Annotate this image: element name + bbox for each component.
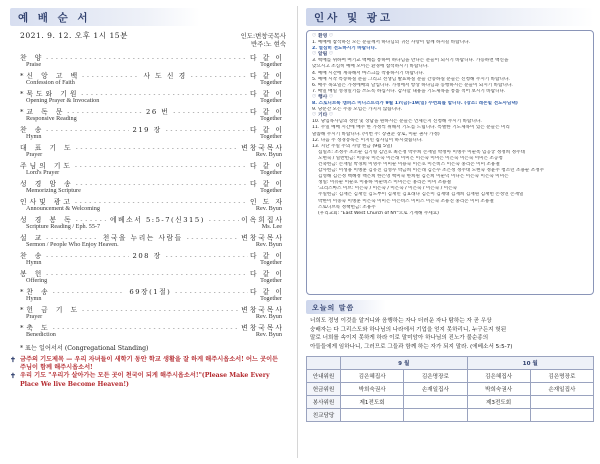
notice-item: 맞으시고 조심히 예배 모이는 환경에 참석하시기 바랍니다. <box>312 64 429 70</box>
notice-item: 7. 매일 매일 성경일기를 쓰도록 하십시다. 감사할 내용을 기도제목을 통틀 적어 보시기 바랍니다. <box>312 88 506 94</box>
worship-item-english <box>20 223 284 232</box>
offering-line: 감사헌금: 이성용 이병훈 김유진 김성수 박금희 이은래 김은수 조은정 정주대 노현숙 정윤주 청소년 조용순 조정주 <box>318 168 545 174</box>
month-september: 9 월 <box>341 357 468 370</box>
worship-item-leader: 다 같 이 <box>249 252 284 260</box>
dotted-leader <box>46 254 128 260</box>
worship-order-page <box>0 0 294 464</box>
offering-line: 주일헌금: 김재은 김재인 김도부이 김재민 김효래나 김은이 김재대 김재희 김재원 김재헌 손성연 손재일 <box>318 192 524 198</box>
duty-cell <box>467 409 530 422</box>
worship-item-main <box>20 70 284 79</box>
dotted-leader <box>46 56 248 62</box>
notice-heading-info: ♡ 알림 ♡ <box>312 52 334 58</box>
worship-item-detail: 사 도 신 경 <box>143 72 187 80</box>
worship-item-main <box>20 268 284 277</box>
worship-item-english-leader: Together <box>260 79 282 86</box>
verse-line: 말로 너희를 속이지 못하게 하라 이로 말미암아 하나님의 진노가 불순종의 <box>310 335 489 342</box>
worship-item-title: 성 경 암 송 <box>20 180 74 188</box>
worship-item-main <box>20 178 284 187</box>
notice-group-welcome <box>312 40 589 52</box>
worship-item-english-title: Memorizing Scripture <box>26 187 81 194</box>
worship-item <box>10 52 286 70</box>
announcements-banner: 인사 및 광고 <box>306 8 594 26</box>
worship-item-detail: 69장(1절) <box>129 288 172 296</box>
worship-item-english-leader: Together <box>260 295 282 302</box>
duty-row <box>307 409 594 422</box>
notice-heading-other: ♡ 기타 ♡ <box>312 113 334 119</box>
month-october: 10 월 <box>467 357 594 370</box>
worship-item-english-title: Responsive Reading <box>26 115 77 122</box>
dotted-leader <box>46 128 128 134</box>
verse-line: 너희도 정녕 이것을 알거니와 음행하는 자나 더러운 자나 탐하는 자 곧 우상 <box>310 318 492 324</box>
dotted-leader <box>166 254 248 260</box>
cross-icon: ✝ <box>10 371 16 381</box>
notice-item: 13. 지난 주일 주의 사랑 헌금 (9월 5일) <box>312 143 393 149</box>
worship-item-english-title: Hymn <box>26 133 42 140</box>
notice-group-other <box>312 119 589 149</box>
worship-item-english-title: Praise <box>26 61 42 68</box>
service-info <box>10 32 286 48</box>
worship-item-english-leader: Together <box>260 169 282 176</box>
verse-text <box>306 317 594 351</box>
verse-line: 숭배자는 다 그리스도와 하나님의 나라에서 기업을 얻지 못하리니, 누구든지 헛된 <box>310 326 507 333</box>
worship-item-title: 찬 송 <box>20 252 45 260</box>
worship-item-main <box>20 142 284 151</box>
worship-item-english-title: Lord's Prayer <box>26 169 60 176</box>
duty-cell <box>341 409 404 422</box>
worship-item-english <box>20 79 284 88</box>
worship-item-main <box>20 250 284 259</box>
our-prayer <box>10 372 286 388</box>
worship-item-english-leader: Rev. Byun <box>255 331 282 338</box>
worship-item-english <box>20 295 284 304</box>
worship-item-main <box>20 124 284 133</box>
worship-item-english <box>20 313 284 322</box>
dotted-leader <box>81 92 248 98</box>
notice-item: 3. 백배를 위하여 여기교 백배를 통하여 하나님을 만나는 분들이 되시기 바랍니다. 가능하면 백신을 <box>312 58 509 64</box>
duty-role: 친교담당 <box>307 409 341 422</box>
worship-item-leader: 변창국목사 <box>241 306 284 314</box>
worship-item-main <box>20 322 284 331</box>
offering-line: 김영해 김은정 백혜정 백은희 한은영 백미숙 한희원 김은희 이순덕 이다은 이은숙 이은숙 이미은 <box>318 174 509 180</box>
worship-item <box>10 106 286 124</box>
service-date: 2021. 9. 12. 오후 1시 15분 <box>20 31 128 40</box>
notice-item: 2. 열심히 전도하시기 바랍니다. <box>312 46 377 52</box>
worship-item-leader: 다 같 이 <box>249 288 284 296</box>
worship-item-english <box>20 187 284 196</box>
worship-item-detail: 천국을 누리는 사람들 <box>102 234 183 242</box>
dotted-leader <box>75 200 248 206</box>
worship-item-main <box>20 286 284 295</box>
worship-item-main <box>20 52 284 61</box>
worship-item-detail: 208 장 <box>132 252 162 260</box>
notice-group-info <box>312 58 589 95</box>
worship-item-leader: 이옥희집사 <box>241 216 284 224</box>
worship-item <box>10 160 286 178</box>
worship-item-english <box>20 151 284 160</box>
worship-item <box>10 196 286 214</box>
worship-item <box>10 268 286 286</box>
worship-item-english-title: Hymn <box>26 295 42 302</box>
worship-item-main <box>20 160 284 169</box>
dotted-leader <box>76 182 248 188</box>
worship-item-detail: 26 번 <box>146 108 170 116</box>
duty-cell: 김은명장로 <box>404 370 467 383</box>
worship-item-english <box>20 97 284 106</box>
dotted-leader <box>82 74 139 80</box>
offering-line: 생일: 이유순 이순호 이용하 이순비스 이미은는 홍리온 이미 조용철 <box>318 180 452 186</box>
dotted-leader <box>173 110 248 116</box>
worship-item-title: *교 독 문 <box>20 108 66 116</box>
duty-row <box>307 396 594 409</box>
worship-item-english-leader: Ms. Lee <box>261 223 282 230</box>
dotted-leader <box>191 74 248 80</box>
worship-item-title: *묵도와 기원 <box>20 90 80 98</box>
page-divider <box>297 6 298 458</box>
duty-row <box>307 370 594 383</box>
worship-item-english-leader: Rev. Byun <box>255 241 282 248</box>
worship-item-leader: 다 같 이 <box>249 108 284 116</box>
worship-item-english <box>20 241 284 250</box>
worship-item-title: 대 표 기 도 <box>20 144 74 152</box>
notice-box <box>306 30 594 295</box>
duty-role: 봉사위원 <box>307 396 341 409</box>
worship-item-english-title: Prayer <box>26 313 43 320</box>
worship-item-english-title: Hymn <box>26 259 42 266</box>
dotted-leader <box>53 326 239 332</box>
notice-item: 12. 다음 주 성경봉독은 이지민 집사님이 하시겠습니다. <box>312 137 423 143</box>
worship-item-english-leader: Rev. Byun <box>255 313 282 320</box>
worship-item-main <box>20 106 284 115</box>
worship-item-title: 설 교 <box>20 234 45 242</box>
worship-item <box>10 286 286 304</box>
dotted-leader <box>187 236 239 242</box>
duty-table <box>306 356 594 422</box>
dotted-leader <box>53 290 126 296</box>
worship-item-leader: 변창국목사 <box>241 144 284 152</box>
worship-item <box>10 178 286 196</box>
offering-list <box>312 150 589 211</box>
worship-item-title: 주님의 기도 <box>20 162 73 170</box>
worship-item-english-leader: Together <box>260 61 282 68</box>
worship-item-english <box>20 133 284 142</box>
worship-order-list <box>10 52 286 340</box>
worship-item <box>10 214 286 232</box>
worship-item-detail: 에베소서 5:5-7(신315) <box>110 216 205 224</box>
worship-item <box>10 70 286 88</box>
worship-item-title: 인사및 광고 <box>20 198 73 206</box>
worship-item-title: 찬 송 <box>20 126 45 134</box>
officiant-leader: 인도:변창국목사 <box>240 32 286 40</box>
dotted-leader <box>82 308 239 314</box>
duty-cell: 박희숙권사 <box>341 383 404 396</box>
offering-line: 박한이 이중숙 이병훈 이은숙 이미은 이은비스 이미스 이은숙 조용진 홍리온 이미 조용철 <box>318 198 494 204</box>
worship-item <box>10 322 286 340</box>
worship-item-english-leader: Together <box>260 259 282 266</box>
worship-item-title: 성 경 봉 독 <box>20 216 74 224</box>
worship-item <box>10 232 286 250</box>
worship-item-english-title: Prayer <box>26 151 43 158</box>
duty-cell: 김은혜집사 <box>341 370 404 383</box>
worship-item-detail: 219 장 <box>132 126 162 134</box>
notice-heading-events: ♡ 행사 ♡ <box>312 94 334 100</box>
dotted-leader <box>175 290 248 296</box>
worship-item-english-leader: Together <box>260 133 282 140</box>
officiant-accompanist: 반주:노 현숙 <box>250 40 286 48</box>
worship-item-main <box>20 196 284 205</box>
worship-item-english-leader: Together <box>260 187 282 194</box>
dotted-leader <box>209 218 239 224</box>
dotted-leader <box>166 128 248 134</box>
worship-item-english-leader: Together <box>260 277 282 284</box>
verse-title: 오늘의 말씀 <box>306 300 386 314</box>
worship-item-english-leader: Rev. Byun <box>255 151 282 158</box>
worship-item-leader: 다 같 이 <box>249 162 284 170</box>
duty-role: 안내위원 <box>307 370 341 383</box>
dotted-leader <box>46 272 248 278</box>
worship-item-english-title: Benediction <box>26 331 56 338</box>
duty-cell <box>530 396 593 409</box>
dotted-leader <box>76 146 239 152</box>
worship-item-english-title: Announcement & Welcoming <box>26 205 100 212</box>
duty-role: 헌금위원 <box>307 383 341 396</box>
duty-cell: 김은혜집사 <box>467 370 530 383</box>
worship-item-leader: 다 같 이 <box>249 180 284 188</box>
worship-item-main <box>20 232 284 241</box>
worship-item-english-title: Scripture Reading / Eph. 55-7 <box>26 223 101 230</box>
duty-table-body <box>307 370 594 422</box>
officiant-info <box>241 32 286 48</box>
notice-item: 9. 당분간 모든 주중 모임은 가지지 않습니다. <box>312 107 403 113</box>
cross-icon: ✝ <box>10 355 16 364</box>
notice-item: 10. 당임목사님의 성탄 및 상담을 원하시는 분들은 언제든지 신청해 주시기 바랍니다. <box>312 119 482 125</box>
standing-footnote: * 표는 일어서서 (Congregational Standing) <box>20 345 149 352</box>
worship-item-leader: 다 같 이 <box>249 90 284 98</box>
worship-item-main <box>20 214 284 223</box>
worship-item-english <box>20 205 284 214</box>
worship-item-title: *헌 금 기 도 <box>20 306 81 314</box>
duty-cell: 김은명장로 <box>530 370 593 383</box>
worship-item <box>10 88 286 106</box>
duty-cell: 손재일집사 <box>404 383 467 396</box>
worship-item-leader: 다 같 이 <box>249 270 284 278</box>
duty-cell <box>530 409 593 422</box>
worship-item-main <box>20 88 284 97</box>
dotted-leader <box>75 164 248 170</box>
worship-item <box>10 250 286 268</box>
worship-item-english <box>20 331 284 340</box>
worship-item-leader: 다 같 이 <box>249 126 284 134</box>
worship-item-leader: 인 도 자 <box>249 198 284 206</box>
worship-item-english-leader: Together <box>260 97 282 104</box>
notice-item: 11. 주일 예배 시간에 매주 한 가정씩 위해서 기도를 드립니다. 특별한 기도제목이 있는 분들은 미리 <box>312 125 510 131</box>
duty-cell: 박희숙권사 <box>467 383 530 396</box>
notice-item: 4. 예배 시간에 계속해서 마스크를 착용하시기 바랍니다. <box>312 70 425 76</box>
duty-table-header <box>307 357 594 370</box>
worship-item-english-leader: Rev. Byun <box>255 205 282 212</box>
announcements-page <box>302 0 600 464</box>
notice-item: 말씀해 주시기 바랍니다. (이번 주: 장권준 장로, 이순 권사 가정) <box>312 131 440 137</box>
duty-row <box>307 383 594 396</box>
worship-item-english-leader: Together <box>260 115 282 122</box>
worship-item-english <box>20 277 284 286</box>
worship-item <box>10 124 286 142</box>
dotted-leader <box>67 110 142 116</box>
notice-item: 1. 예배에 참석하신 모든 분들께서 하나님의 귀신 사랑이 함께 하시길 바랍니다. <box>312 40 471 46</box>
worship-order-banner: 예 배 순 서 <box>10 8 200 26</box>
offering-line: 노현숙 / 일반헌금: 이중숙 이은숙 이은래 이미은 이은숙 이미은 이은숙 이은숙 이미은 조공청 <box>318 155 503 161</box>
worship-item-english <box>20 169 284 178</box>
duty-cell <box>404 396 467 409</box>
worship-item-leader: 다 같 이 <box>249 72 284 80</box>
offering-line: 십일조: 조정주 조소순 김기형 김인호 최은정 박주희 손재일 박정아 이병주 이순옥 임공궁 정정희 정주대 <box>318 149 525 155</box>
notice-item: 8. 스토니브룩 캠퍼스 미니스트리가 9월 17(금)-19(일) 수련회를 합니다. (장소: 레몬힐 전도사님댁) <box>312 101 518 107</box>
worship-item-english-title: Sermon / People Who Enjoy Heaven. <box>26 241 119 248</box>
worship-item-english-title: Opening Prayer & Invocation <box>26 97 100 104</box>
worship-item-title: 봉 헌 <box>20 270 45 278</box>
offering-line: '크리스마스 이브: 이은숙 / 이은숙 / 이은숙 / 이은숙 / 이은숙 / 이은숙 <box>318 186 458 192</box>
duty-cell: 제3전도회 <box>467 396 530 409</box>
notice-group-events <box>312 101 589 113</box>
worship-item-english <box>20 115 284 124</box>
worship-item-main <box>20 304 284 313</box>
weekly-prayer-text: 금주의 기도제목 — 우리 자녀들이 새학기 동안 학교 생활을 잘 하게 해주시옵소서! 어느 곳이든 주님이 함께 해주시옵소서! <box>20 356 279 372</box>
duty-cell: 제1전도회 <box>341 396 404 409</box>
offering-line: 스토니브룩 정책헌금: 조용주 <box>318 204 376 210</box>
worship-item-leader: 변창국목사 <box>241 324 284 332</box>
worship-item-title: *찬 송 <box>20 288 51 296</box>
notice-heading-welcome: ♡ 환영 ♡ <box>312 34 334 39</box>
worship-item-leader: 다 같 이 <box>249 54 284 62</box>
worship-item <box>10 142 286 160</box>
notice-item: 5. 예배 시작 특송하실 분들 그리고 선생님 발표하실 분들 간증하실 분들은 신청해 주시기 바랍니다. <box>312 76 510 82</box>
worship-item-english-title: Confession of Faith <box>26 79 75 86</box>
offering-line: 건축헌금: 손재일 박경희 이명주 이미순 이용숙 이은호 이은비스 이은숙 홍리온 이미 조용철 <box>318 161 500 167</box>
worship-item-english-title: Offering <box>26 277 48 284</box>
worship-item-leader: 변창국목사 <box>241 234 284 242</box>
notice-item: 6. 매주 목요일은 가정에배의 날입니다. 가정에서 항상 하나님과 동행하시는 분들이 되시기 바랍니다. <box>312 82 513 88</box>
worship-item-title: 찬 양 <box>20 54 45 62</box>
duty-cell <box>404 409 467 422</box>
our-prayer-text: 우리 기도 "우리가 살아가는 모든 곳이 천국이 되게 해주시옵소서!"(Please Make Every Place We live Become Heaven!) <box>20 372 270 388</box>
prayer-block <box>10 356 286 389</box>
duty-table-corner <box>307 357 341 370</box>
weekly-prayer <box>10 356 286 372</box>
worship-item-title: *축 도 <box>20 324 51 332</box>
offering-closing: (우리교회: "East West Church of NY"으로 기재해 주세요) <box>318 210 439 216</box>
worship-item-title: *신 앙 고 백 <box>20 72 81 80</box>
worship-item-english <box>20 61 284 70</box>
verse-line: 아들들에게 임하나니, 그러므로 그들과 함께 하는 자가 되지 말라. (에베소서 5:5-7) <box>310 343 513 350</box>
worship-item-english <box>20 259 284 268</box>
duty-cell: 손재일집사 <box>530 383 593 396</box>
worship-item <box>10 304 286 322</box>
